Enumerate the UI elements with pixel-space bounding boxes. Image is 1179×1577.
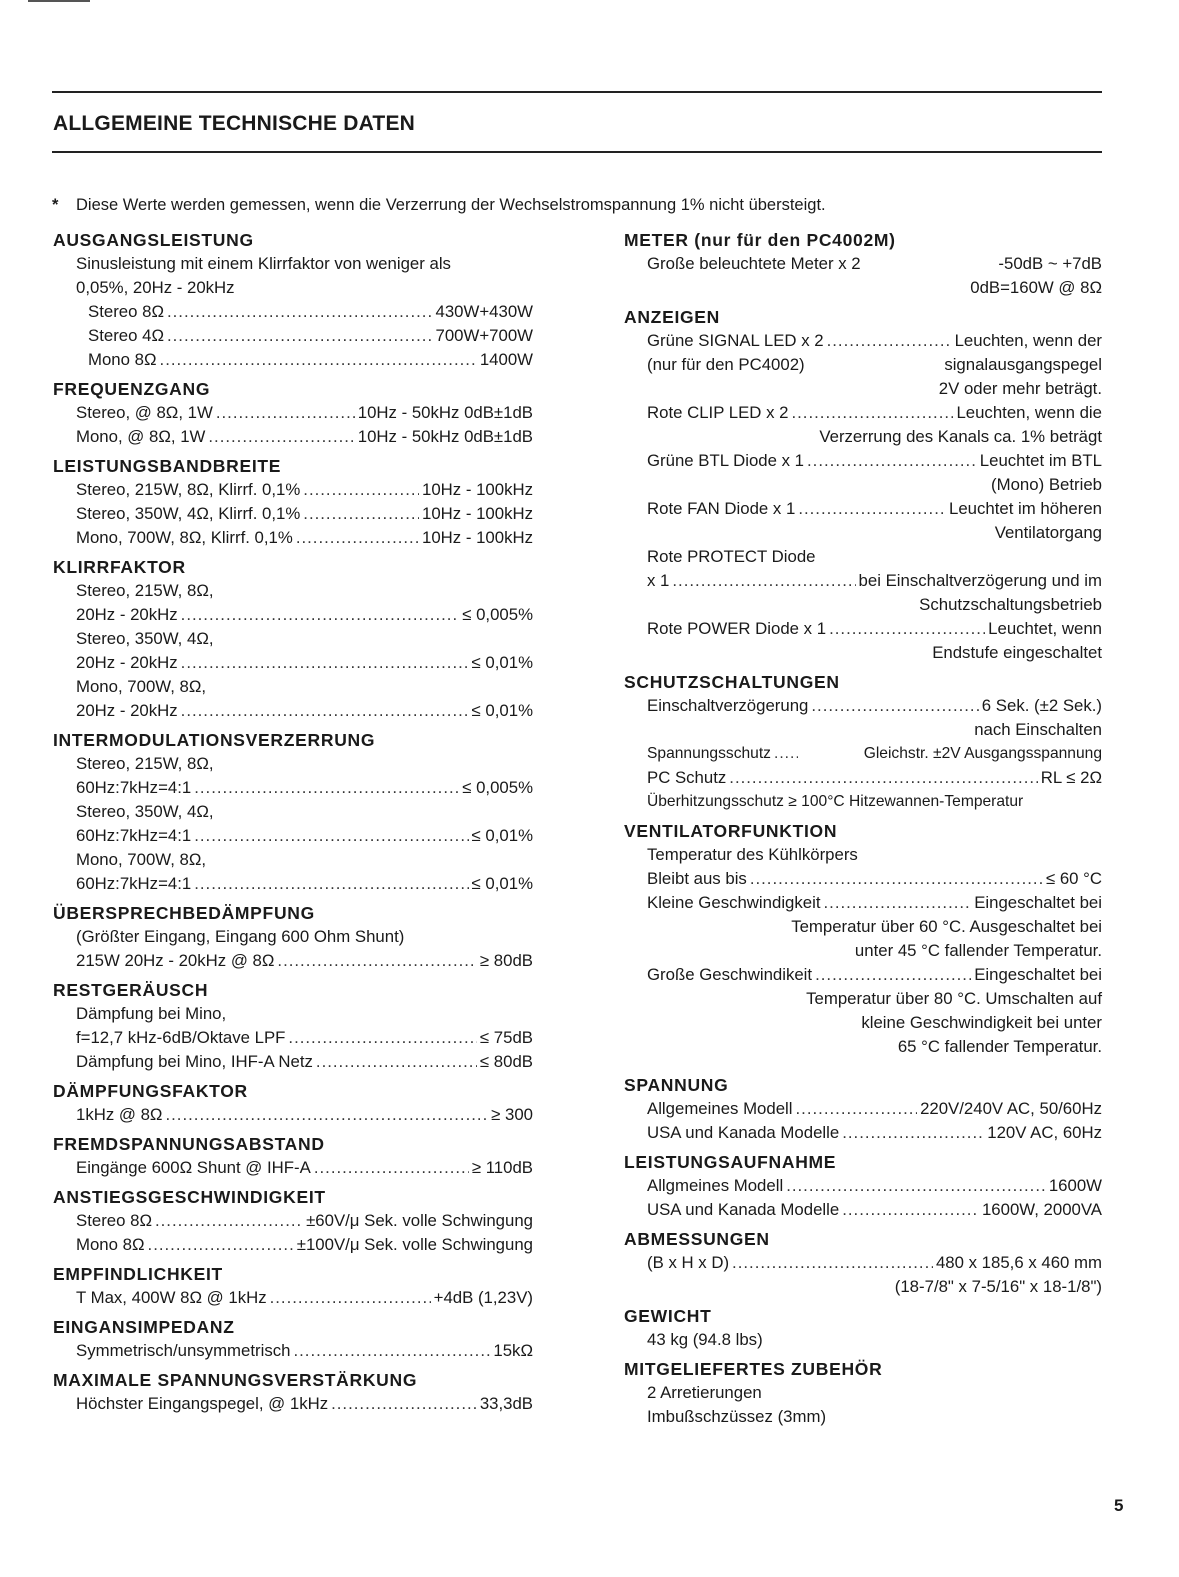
spec-label: Einschaltverzögerung (647, 696, 809, 715)
spec-value: 10Hz - 50kHz 0dB±1dB (357, 403, 533, 422)
spec-value: 1600W (1048, 1176, 1102, 1195)
spec-label: T Max, 400W 8Ω @ 1kHz (76, 1288, 267, 1307)
spec-row (624, 694, 1102, 718)
spec-value: (18-7/8" x 7-5/16" x 18-1/8") (894, 1277, 1102, 1296)
footnote-text: Diese Werte werden gemessen, wenn die Verzerrung der Wechselstromspannung 1% nicht übersteigt. (76, 196, 826, 214)
spec-row (624, 449, 1102, 473)
spec-value: ≥ 80dB (479, 951, 533, 970)
spec-label: 20Hz - 20kHz (76, 605, 178, 624)
dot-leader (293, 1339, 490, 1363)
section-heading: DÄMPFUNGSFAKTOR (53, 1081, 248, 1101)
spec-value: Leuchtet im BTL (979, 451, 1102, 470)
spec-text: Stereo, 215W, 8Ω, (76, 581, 214, 600)
spec-value: Leuchten, wenn der (954, 331, 1102, 350)
spec-label: Grüne BTL Diode x 1 (647, 451, 805, 470)
spec-value: ≥ 110dB (471, 1158, 533, 1177)
top-rule (52, 91, 1102, 93)
spec-value: 0dB=160W @ 8Ω (970, 278, 1102, 297)
spec-text: 0,05%, 20Hz - 20kHz (76, 278, 235, 297)
spec-row (53, 478, 533, 502)
spec-row (53, 401, 533, 425)
page-title: ALLGEMEINE TECHNISCHE DATEN (53, 112, 416, 135)
section-heading: ANSTIEGSGESCHWINDIGKEIT (53, 1187, 326, 1207)
spec-label: Mono, @ 8Ω, 1W (76, 427, 206, 446)
spec-label: Mono, 700W, 8Ω, Klirrf. 0,1% (76, 528, 293, 547)
dot-leader (791, 401, 953, 425)
spec-label: 60Hz:7kHz=4:1 (76, 826, 192, 845)
spec-row (624, 497, 1102, 521)
spec-label: 20Hz - 20kHz (76, 701, 178, 720)
spec-label: 20Hz - 20kHz (76, 653, 178, 672)
spec-text: Temperatur des Kühlkörpers (647, 845, 858, 864)
dot-leader (303, 502, 419, 526)
spec-row (53, 348, 533, 372)
section-heading: RESTGERÄUSCH (53, 980, 209, 1000)
section-heading: METER (nur für den PC4002M) (624, 230, 896, 250)
dot-leader (798, 497, 946, 521)
section-intermodulation (53, 728, 533, 896)
dot-leader (811, 694, 978, 718)
spec-value: 33,3dB (479, 1394, 533, 1413)
section-anzeigen (624, 305, 1102, 665)
spec-value: Ventilatorgang (994, 523, 1102, 542)
section-heading: SCHUTZSCHALTUNGEN (624, 672, 840, 692)
section-uebersprechdaempfung (53, 901, 533, 973)
spec-row (53, 776, 533, 800)
spec-label: USA und Kanada Modelle (647, 1200, 840, 1219)
spec-row (624, 329, 1102, 353)
spec-text: Imbußschzüssez (3mm) (647, 1407, 827, 1426)
spec-value: RL ≤ 2Ω (1040, 768, 1102, 787)
section-heading: INTERMODULATIONSVERZERRUNG (53, 730, 376, 750)
spec-row (53, 824, 533, 848)
spec-label: USA und Kanada Modelle (647, 1123, 840, 1142)
dot-leader (786, 1174, 1046, 1198)
spec-row (624, 867, 1102, 891)
dot-leader (729, 766, 1037, 790)
spec-row (624, 617, 1102, 641)
dot-leader (181, 651, 469, 675)
spec-value: 2V oder mehr beträgt. (938, 379, 1102, 398)
dot-leader (750, 867, 1043, 891)
spec-row (624, 1121, 1102, 1145)
spec-row (53, 502, 533, 526)
spec-value: 6 Sek. (±2 Sek.) (981, 696, 1102, 715)
spec-value: bei Einschaltverzögerung und im (858, 571, 1102, 590)
section-leistungsbandbreite (53, 454, 533, 550)
spec-label: Allgmeines Modell (647, 1176, 784, 1195)
section-anstiegsgeschwindigkeit (53, 1185, 533, 1257)
spec-label: (B x H x D) (647, 1253, 730, 1272)
spec-value: ≤ 0,01% (471, 701, 533, 720)
spec-row (53, 1286, 533, 1310)
section-heading: MAXIMALE SPANNUNGSVERSTÄRKUNG (53, 1370, 418, 1390)
spec-value: ≤ 80dB (479, 1052, 533, 1071)
spec-label: Grüne SIGNAL LED x 2 (647, 331, 824, 350)
spec-row (53, 1209, 533, 1233)
spec-text: Stereo, 350W, 4Ω, (76, 629, 214, 648)
spec-label: Stereo 4Ω (88, 326, 164, 345)
spec-label: Spannungsschutz (647, 745, 771, 762)
section-heading: AUSGANGSLEISTUNG (53, 230, 254, 250)
dot-leader (160, 348, 477, 372)
spec-value: ≤ 60 °C (1045, 869, 1102, 888)
dot-leader (314, 1156, 469, 1180)
dot-leader (316, 1050, 477, 1074)
spec-value: 430W+430W (435, 302, 533, 321)
section-schutzschaltungen (624, 670, 1102, 814)
spec-text: Stereo, 350W, 4Ω, (76, 802, 214, 821)
spec-text: Mono, 700W, 8Ω, (76, 850, 207, 869)
spec-row (53, 526, 533, 550)
spec-label: Rote CLIP LED x 2 (647, 403, 789, 422)
spec-value: 700W+700W (435, 326, 533, 345)
spec-row (53, 699, 533, 723)
spec-value: 1600W, 2000VA (981, 1200, 1102, 1219)
right-column (624, 228, 1102, 1434)
section-heading: ÜBERSPRECHBEDÄMPFUNG (53, 903, 315, 923)
dot-leader (270, 1286, 431, 1310)
dot-leader (288, 1026, 477, 1050)
spec-value: ±100V/μ Sek. volle Schwingung (296, 1235, 533, 1254)
section-fremdspannungsabstand (53, 1132, 533, 1180)
section-ventilatorfunktion (624, 819, 1102, 1059)
dot-leader (842, 1198, 979, 1222)
spec-row (624, 766, 1102, 790)
spec-value: 1400W (479, 350, 533, 369)
spec-value: ≤ 75dB (479, 1028, 533, 1047)
section-restgeraeusch (53, 978, 533, 1074)
title-rule (52, 151, 1102, 153)
spec-label: Große beleuchtete Meter x 2 (647, 254, 861, 273)
spec-value: ≤ 0,01% (471, 653, 533, 672)
spec-label: 1kHz @ 8Ω (76, 1105, 163, 1124)
section-empfindlichkeit (53, 1262, 533, 1310)
spec-row (53, 651, 533, 675)
section-heading: GEWICHT (624, 1306, 712, 1326)
spec-label: Allgemeines Modell (647, 1099, 793, 1118)
section-zubehoer (624, 1357, 1102, 1429)
section-heading: FREMDSPANNUNGSABSTAND (53, 1134, 325, 1154)
spec-row (624, 401, 1102, 425)
spec-row (53, 1156, 533, 1180)
spec-label: Bleibt aus bis (647, 869, 747, 888)
section-heading: KLIRRFAKTOR (53, 557, 186, 577)
dot-leader (277, 949, 477, 973)
spec-label: Stereo 8Ω (88, 302, 164, 321)
spec-value: 43 kg (94.8 lbs) (647, 1330, 763, 1349)
page-number: 5 (1114, 1496, 1124, 1515)
section-heading: LEISTUNGSAUFNAHME (624, 1152, 837, 1172)
dot-leader (208, 425, 354, 449)
spec-label: Große Geschwindikeit (647, 965, 813, 984)
section-gewicht (624, 1304, 1102, 1352)
spec-row (624, 1097, 1102, 1121)
section-heading: LEISTUNGSBANDBREITE (53, 456, 282, 476)
dot-leader (672, 569, 855, 593)
spec-value: ±60V/μ Sek. volle Schwingung (306, 1211, 533, 1230)
section-heading: FREQUENZGANG (53, 379, 211, 399)
spec-label: PC Schutz (647, 768, 727, 787)
section-heading: MITGELIEFERTES ZUBEHÖR (624, 1359, 883, 1379)
spec-row (624, 569, 1102, 593)
spec-label: Stereo 8Ω (76, 1211, 152, 1230)
spec-label: Eingänge 600Ω Shunt @ IHF-A (76, 1158, 311, 1177)
dot-leader (216, 401, 355, 425)
dot-leader (181, 603, 460, 627)
spec-row (53, 949, 533, 973)
spec-value: Leuchtet im höheren (949, 499, 1102, 518)
spec-value: Eingeschaltet bei (974, 965, 1102, 984)
dot-leader (296, 526, 419, 550)
spec-value: 220V/240V AC, 50/60Hz (920, 1099, 1102, 1118)
section-spannungsverstaerkung (53, 1368, 533, 1416)
section-heading: VENTILATORFUNKTION (624, 821, 838, 841)
spec-label: Stereo, 215W, 8Ω, Klirrf. 0,1% (76, 480, 301, 499)
dot-leader (303, 478, 419, 502)
spec-text: Überhitzungsschutz ≥ 100°C Hitzewannen-Temperatur (647, 793, 1024, 810)
spec-text: Dämpfung bei Mino, (76, 1004, 227, 1023)
spec-row (53, 1050, 533, 1074)
spec-text: Sinusleistung mit einem Klirrfaktor von weniger als (76, 254, 451, 273)
spec-value: ≤ 0,005% (462, 605, 533, 624)
spec-label: 215W 20Hz - 20kHz @ 8Ω (76, 951, 275, 970)
spec-label: Dämpfung bei Mino, IHF-A Netz (76, 1052, 313, 1071)
dot-leader (181, 699, 469, 723)
section-klirrfaktor (53, 555, 533, 723)
spec-label: Symmetrisch/unsymmetrisch (76, 1341, 291, 1360)
spec-row (53, 872, 533, 896)
spec-row (624, 353, 1102, 377)
section-eingangsimpedanz (53, 1315, 533, 1363)
section-heading: SPANNUNG (624, 1075, 729, 1095)
spec-row (624, 963, 1102, 987)
dot-leader (194, 872, 468, 896)
spec-text: 2 Arretierungen (647, 1383, 762, 1402)
spec-value: kleine Geschwindigkeit bei unter (861, 1013, 1102, 1032)
spec-label: Rote POWER Diode x 1 (647, 619, 827, 638)
spec-label: 60Hz:7kHz=4:1 (76, 778, 192, 797)
dot-leader (148, 1233, 294, 1257)
dot-leader (842, 1121, 984, 1145)
corner-mark (28, 0, 90, 2)
dot-leader (165, 1103, 488, 1127)
spec-value: Temperatur über 80 °C. Umschalten auf (806, 989, 1102, 1008)
spec-value: unter 45 °C fallender Temperatur. (854, 941, 1102, 960)
spec-value: ≤ 0,01% (471, 874, 533, 893)
spec-row (624, 1174, 1102, 1198)
spec-row (624, 252, 1102, 276)
spec-row (53, 1392, 533, 1416)
spec-label: Mono 8Ω (88, 350, 157, 369)
section-leistungsaufnahme (624, 1150, 1102, 1222)
spec-value: Temperatur über 60 °C. Ausgeschaltet bei (791, 917, 1102, 936)
section-daempfungsfaktor (53, 1079, 533, 1127)
spec-label: f=12,7 kHz-6dB/Oktave LPF (76, 1028, 286, 1047)
section-meter (624, 228, 1102, 300)
spec-row (53, 1339, 533, 1363)
spec-value: +4dB (1,23V) (433, 1288, 533, 1307)
dot-leader (155, 1209, 303, 1233)
dot-leader (827, 329, 952, 353)
spec-row (53, 1103, 533, 1127)
spec-value: 120V AC, 60Hz (987, 1123, 1102, 1142)
spec-text: Mono, 700W, 8Ω, (76, 677, 207, 696)
dot-leader (824, 891, 972, 915)
spec-value: Endstufe eingeschaltet (932, 643, 1102, 662)
spec-value: Schutzschaltungsbetrieb (919, 595, 1102, 614)
spec-value: 10Hz - 100kHz (422, 504, 533, 523)
footnote (52, 196, 826, 215)
dot-leader (194, 776, 459, 800)
section-heading: ANZEIGEN (624, 307, 721, 327)
spec-row (53, 324, 533, 348)
dot-leader (774, 742, 798, 766)
dot-leader (796, 1097, 918, 1121)
spec-value: nach Einschalten (974, 720, 1102, 739)
spec-label: 60Hz:7kHz=4:1 (76, 874, 192, 893)
dot-leader (194, 824, 468, 848)
dot-leader (167, 300, 433, 324)
spec-value: -50dB ~ +7dB (998, 254, 1102, 273)
spec-value: 15kΩ (493, 1341, 533, 1360)
section-frequenzgang (53, 377, 533, 449)
spec-row (624, 1198, 1102, 1222)
spec-value: ≥ 300 (491, 1105, 533, 1124)
section-heading: EMPFINDLICHKEIT (53, 1264, 223, 1284)
spec-label: Rote FAN Diode x 1 (647, 499, 796, 518)
spec-value: Eingeschaltet bei (974, 893, 1102, 912)
spec-row (53, 603, 533, 627)
dot-leader (167, 324, 433, 348)
spec-row (53, 425, 533, 449)
footnote-marker: * (52, 196, 59, 214)
spec-value: Verzerrung des Kanals ca. 1% beträgt (819, 427, 1102, 446)
spec-value: Gleichstr. ±2V Ausgangsspannung (863, 745, 1102, 762)
section-heading: EINGANSIMPEDANZ (53, 1317, 235, 1337)
spec-value: ≤ 0,01% (471, 826, 533, 845)
spec-value: Leuchtet, wenn (988, 619, 1102, 638)
spec-label: (nur für den PC4002) (647, 355, 805, 374)
spec-row (624, 1251, 1102, 1275)
spec-row (624, 891, 1102, 915)
spec-label: Kleine Geschwindigkeit (647, 893, 821, 912)
spec-row (53, 1026, 533, 1050)
spec-value: 480 x 185,6 x 460 mm (935, 1253, 1102, 1272)
section-abmessungen (624, 1227, 1102, 1299)
spec-value: Leuchten, wenn die (956, 403, 1102, 422)
section-spannung (624, 1073, 1102, 1145)
section-heading: ABMESSUNGEN (624, 1229, 770, 1249)
section-ausgangsleistung (53, 228, 533, 372)
spec-value: 10Hz - 100kHz (422, 480, 533, 499)
dot-leader (732, 1251, 933, 1275)
spec-label: Höchster Eingangspegel, @ 1kHz (76, 1394, 329, 1413)
spec-row (53, 300, 533, 324)
left-column (53, 228, 533, 1421)
spec-label: Mono 8Ω (76, 1235, 145, 1254)
spec-label: Stereo, @ 8Ω, 1W (76, 403, 213, 422)
spec-value: 65 °C fallender Temperatur. (897, 1037, 1102, 1056)
dot-leader (331, 1392, 477, 1416)
dot-leader (829, 617, 985, 641)
spec-value: 10Hz - 100kHz (422, 528, 533, 547)
spec-text: (Größter Eingang, Eingang 600 Ohm Shunt) (76, 927, 405, 946)
spec-text: Stereo, 215W, 8Ω, (76, 754, 214, 773)
spec-row (624, 742, 1102, 766)
dot-leader (807, 449, 977, 473)
spec-label: Stereo, 350W, 4Ω, Klirrf. 0,1% (76, 504, 301, 523)
dot-leader (815, 963, 971, 987)
spec-value: ≤ 0,005% (462, 778, 533, 797)
spec-label: Rote PROTECT Diode (647, 547, 816, 566)
spec-label: x 1 (647, 571, 670, 590)
spec-value: 10Hz - 50kHz 0dB±1dB (357, 427, 533, 446)
spec-row (53, 1233, 533, 1257)
spec-value: (Mono) Betrieb (991, 475, 1102, 494)
spec-value: signalausgangspegel (944, 355, 1102, 374)
